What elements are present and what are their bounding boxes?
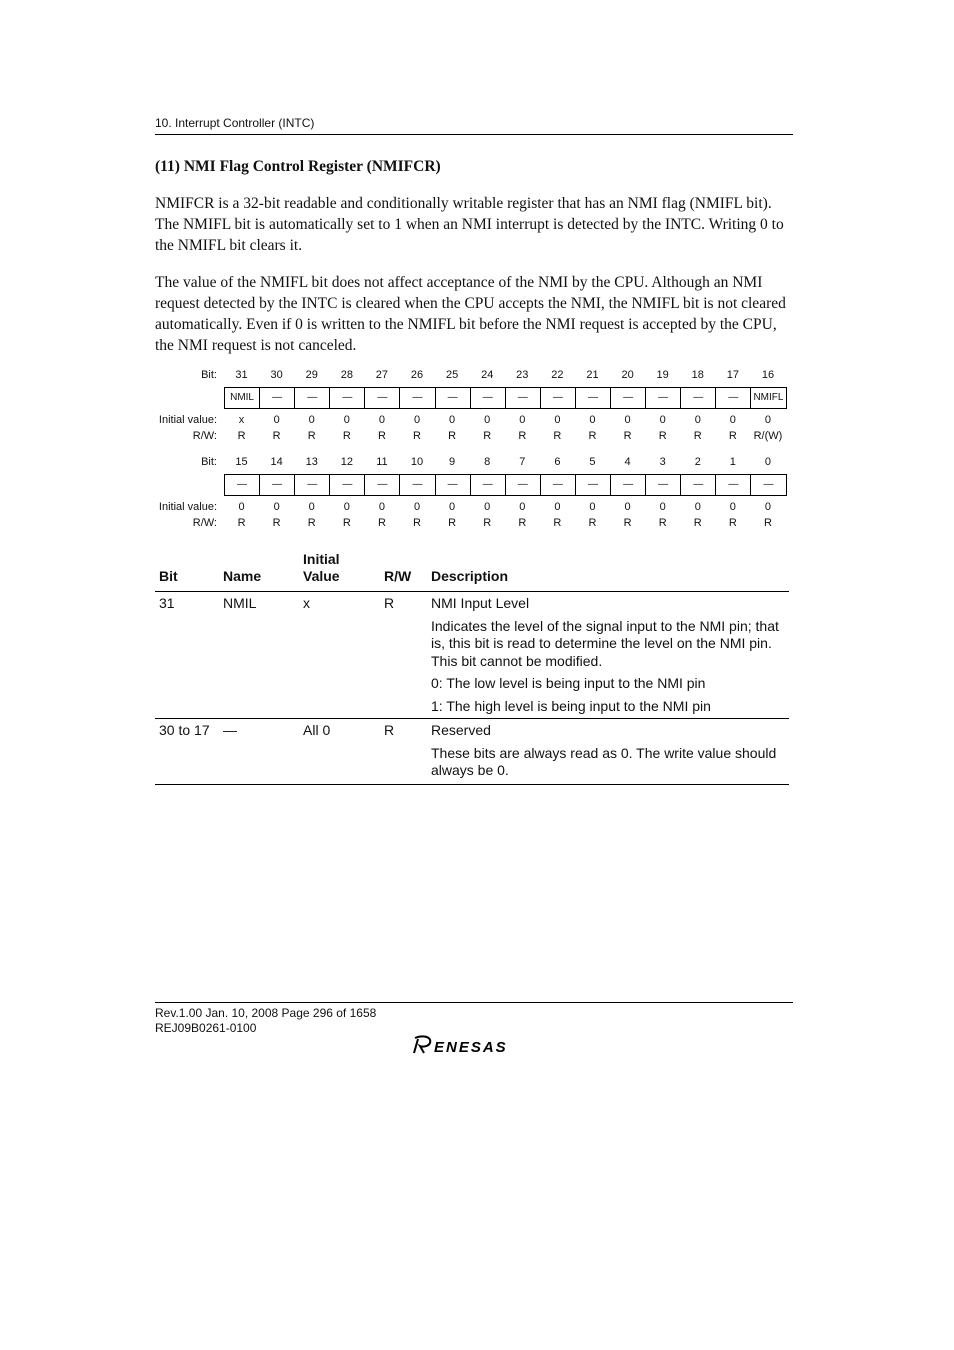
renesas-logo (412, 1034, 534, 1061)
bit-name-box: — (330, 475, 365, 495)
rw-row-cell: R/(W) (753, 430, 783, 442)
bit-name-box: — (541, 475, 576, 495)
footer-revision: Rev.1.00 Jan. 10, 2008 Page 296 of 1658 (155, 1006, 377, 1020)
row-description (431, 722, 787, 785)
bit-number-row-cell: 23 (516, 369, 529, 381)
rw-row-cell: R (237, 517, 246, 529)
table-header-row (155, 551, 789, 592)
bit-number-row-cell: 18 (691, 369, 704, 381)
bit-name-box: — (611, 388, 646, 408)
initial-value-row-label: Initial value: (158, 501, 217, 513)
bit-name-boxes (155, 474, 795, 496)
bit-number-row-cell: 8 (484, 456, 491, 468)
bit-name-box: — (400, 475, 435, 495)
rw-row-cell: R (342, 430, 351, 442)
initial-value-row-cell: 0 (238, 501, 245, 513)
initial-value-row-cell: 0 (694, 501, 701, 513)
bit-number-row-cell: 10 (410, 456, 424, 468)
bit-name-box: — (576, 388, 611, 408)
rw-row-cell: R (272, 517, 281, 529)
rw-row-cell: R (272, 430, 281, 442)
initial-value-row-cell: 0 (519, 501, 526, 513)
bit-name-boxes (155, 387, 795, 409)
rw-row-cell: R (588, 517, 597, 529)
bit-number-row-cell: 28 (340, 369, 353, 381)
table-row (155, 592, 789, 719)
rw-row-cell: R (413, 430, 421, 442)
bit-name-box: — (716, 475, 751, 495)
initial-value-row-cell: 0 (729, 414, 736, 426)
bit-name-box: — (225, 475, 260, 495)
initial-value-row (155, 501, 795, 517)
initial-value-row-label: Initial value: (158, 414, 217, 426)
initial-value-row-cell: 0 (694, 414, 701, 426)
initial-value-row-cell: 0 (764, 501, 772, 513)
initial-value-row-cell: 0 (413, 501, 421, 513)
renesas-logo-mark (412, 1034, 534, 1056)
bit-number-row-cell: 5 (589, 456, 596, 468)
initial-value-row-cell: 0 (589, 414, 596, 426)
description-line: 1: The high level is being input to the NMI pin (431, 697, 711, 714)
header-bit: Bit (159, 568, 178, 584)
rw-row-cell: R (342, 517, 351, 529)
bit-name-box: — (260, 388, 295, 408)
row-bit: 30 to 17 (159, 722, 210, 738)
initial-value-row-cell: 0 (449, 501, 456, 513)
initial-value-row-cell: 0 (659, 414, 666, 426)
bit-name-box: — (716, 388, 751, 408)
rw-row-cell: R (483, 517, 492, 529)
description-line: 0: The low level is being input to the NMI pin (431, 675, 706, 691)
bit-number-row-label: Bit: (201, 456, 217, 468)
row-initial: x (303, 595, 310, 611)
bit-number-row-cell: 27 (375, 369, 389, 381)
row-rw: R (384, 595, 395, 611)
initial-value-row-cell: 0 (764, 414, 772, 426)
bit-number-row-cell: 6 (554, 456, 561, 468)
initial-value-row-cell: 0 (343, 414, 350, 426)
initial-value-row-cell: 0 (449, 414, 456, 426)
footer-info (155, 1006, 376, 1036)
rw-row-cell: R (237, 430, 246, 442)
rw-row-cell: R (658, 430, 667, 442)
description-line: Indicates the level of the signal input to the NMI pin; that is, this bit is read to determine the level on the NMI pin. This bit cannot be modified. (431, 617, 779, 669)
bit-number-row-cell: 9 (449, 456, 456, 468)
rw-row-cell: R (588, 430, 597, 442)
header-initial-line1: Initial (303, 551, 340, 567)
bit-number-row-cell: 1 (729, 456, 736, 468)
bit-number-row-cell: 4 (624, 456, 631, 468)
bit-number-row-cell: 19 (656, 369, 669, 381)
initial-value-row-cell: 0 (624, 414, 631, 426)
description-line: These bits are always read as 0. The write value should always be 0. (431, 744, 777, 778)
initial-value-row-cell: 0 (378, 414, 385, 426)
bit-name-box: — (541, 388, 576, 408)
rw-row-cell: R (377, 430, 386, 442)
bit-number-row (155, 456, 795, 472)
header-rw: R/W (384, 568, 412, 584)
bit-number-row (155, 369, 795, 385)
initial-value-row-cell: 0 (343, 501, 350, 513)
row-bit: 31 (159, 595, 175, 611)
bit-number-row-cell: 30 (270, 369, 283, 381)
initial-value-row-cell: 0 (624, 501, 631, 513)
bit-name-box: — (365, 388, 400, 408)
bit-number-row-cell: 17 (726, 369, 739, 381)
initial-value-row-cell: 0 (413, 414, 421, 426)
rw-row-cell: R (658, 517, 667, 529)
rw-row-cell: R (623, 517, 632, 529)
bit-number-row-cell: 15 (235, 456, 248, 468)
bit-name-box: — (681, 388, 716, 408)
bit-number-row-cell: 14 (270, 456, 283, 468)
row-name: — (223, 722, 237, 738)
paragraph-2: The value of the NMIFL bit does not affect acceptance of the NMI by the CPU. Although an NMI request detected by the INTC is cleared when the CPU accepts the NMI, the NMIFL bit is not cleared automatically. Even if 0 is written to the NMIFL bit before the NMI request is accepted by the CPU, the NMI request is not canceled. (155, 274, 786, 354)
bit-number-row-cell: 20 (621, 369, 634, 381)
table-row (155, 719, 789, 785)
bit-number-row-cell: 24 (481, 369, 494, 381)
rw-row-cell: R (728, 430, 737, 442)
initial-value-row-cell: 0 (554, 501, 561, 513)
rw-row-label: R/W: (192, 517, 217, 529)
initial-value-row-cell: 0 (589, 501, 596, 513)
rw-row (155, 517, 795, 533)
paragraph-1: NMIFCR is a 32-bit readable and conditionally writable register that has an NMI flag (NMIFL bit). The NMIFL bit is automatically set to 1 when an NMI interrupt is detected by the INTC. Writing 0 to the NMIFL bit clears it. (155, 195, 784, 254)
rw-row-cell: R (483, 430, 492, 442)
rw-row-cell: R (728, 517, 737, 529)
footer-doc-number: REJ09B0261-0100 (155, 1021, 257, 1035)
initial-value-row-cell: 0 (729, 501, 736, 513)
row-name: NMIL (223, 595, 257, 611)
rw-row-cell: R (763, 517, 772, 529)
header-name: Name (223, 568, 262, 584)
initial-value-row-cell: 0 (273, 501, 280, 513)
footer-rule (155, 1002, 793, 1003)
bit-name-box: — (611, 475, 646, 495)
bit-name-box: NMIL (225, 388, 260, 408)
bit-name-box: — (295, 388, 330, 408)
svg-text:ENESAS: ENESAS (434, 1039, 508, 1056)
running-header: 10. Interrupt Controller (INTC) (155, 116, 315, 130)
rw-row-cell: R (693, 517, 702, 529)
bit-number-row-cell: 13 (305, 456, 318, 468)
initial-value-row-cell: 0 (519, 414, 526, 426)
rw-row (155, 430, 795, 446)
rw-row-cell: R (693, 430, 702, 442)
bit-name-box: — (506, 388, 541, 408)
initial-value-row-cell: 0 (308, 414, 315, 426)
initial-value-row-cell: 0 (484, 414, 491, 426)
rw-row-cell: R (553, 430, 562, 442)
bit-name-box: — (681, 475, 716, 495)
bit-name-box: — (295, 475, 330, 495)
rw-row-cell: R (518, 517, 527, 529)
rw-row-cell: R (448, 430, 457, 442)
header-rule (155, 134, 793, 135)
initial-value-row-cell: 0 (273, 414, 280, 426)
bit-name-box: — (646, 388, 681, 408)
header-initial-line2: Value (303, 568, 340, 584)
bit-name-box: — (506, 475, 541, 495)
bit-name-box: — (436, 388, 471, 408)
initial-value-row (155, 414, 795, 430)
rw-row-label: R/W: (192, 430, 217, 442)
rw-row-cell: R (553, 517, 562, 529)
bit-number-row-cell: 2 (694, 456, 701, 468)
rw-row-cell: R (448, 517, 457, 529)
initial-value-row-cell: 0 (378, 501, 385, 513)
rw-row-cell: R (623, 430, 632, 442)
bit-number-row-cell: 25 (445, 369, 459, 381)
bit-number-row-cell: 0 (764, 456, 772, 468)
bit-name-box: — (751, 475, 786, 495)
bit-name-box: — (365, 475, 400, 495)
row-rw: R (384, 722, 395, 738)
initial-value-row-cell: 0 (308, 501, 315, 513)
bit-number-row-cell: 29 (305, 369, 318, 381)
initial-value-row-cell: 0 (659, 501, 666, 513)
bit-name-box: — (260, 475, 295, 495)
register-diagram-upper (155, 369, 795, 446)
bit-number-row-cell: 26 (410, 369, 424, 381)
register-diagram-lower (155, 456, 795, 533)
description-line: NMI Input Level (431, 595, 530, 611)
rw-row-cell: R (413, 517, 421, 529)
bit-number-row-cell: 21 (586, 369, 599, 381)
rw-row-cell: R (518, 430, 527, 442)
bit-number-row-cell: 7 (519, 456, 526, 468)
section-title: (11) NMI Flag Control Register (NMIFCR) (155, 158, 441, 175)
rw-row-cell: R (307, 430, 316, 442)
bit-number-row-cell: 16 (761, 369, 775, 381)
row-initial: All 0 (303, 722, 331, 738)
bit-name-box: — (471, 475, 506, 495)
row-description (431, 595, 787, 720)
bit-name-box: NMIFL (751, 388, 786, 408)
bit-number-row-cell: 11 (376, 456, 388, 468)
initial-value-row-cell: 0 (554, 414, 561, 426)
bit-number-row-cell: 12 (340, 456, 353, 468)
bit-number-row-cell: 31 (235, 369, 248, 381)
bit-name-box: — (576, 475, 611, 495)
bit-number-row-cell: 22 (551, 369, 564, 381)
bit-name-box: — (471, 388, 506, 408)
bit-number-row-label: Bit: (201, 369, 217, 381)
header-initial-value (303, 551, 340, 585)
bit-name-box: — (436, 475, 471, 495)
bit-name-box: — (646, 475, 681, 495)
rw-row-cell: R (307, 517, 316, 529)
description-line: Reserved (431, 722, 491, 738)
initial-value-row-cell: 0 (484, 501, 491, 513)
bit-description-table (155, 551, 789, 785)
bit-name-box: — (330, 388, 365, 408)
initial-value-row-cell: x (238, 414, 245, 426)
rw-row-cell: R (377, 517, 386, 529)
header-description: Description (431, 568, 509, 584)
bit-number-row-cell: 3 (659, 456, 666, 468)
bit-name-box: — (400, 388, 435, 408)
